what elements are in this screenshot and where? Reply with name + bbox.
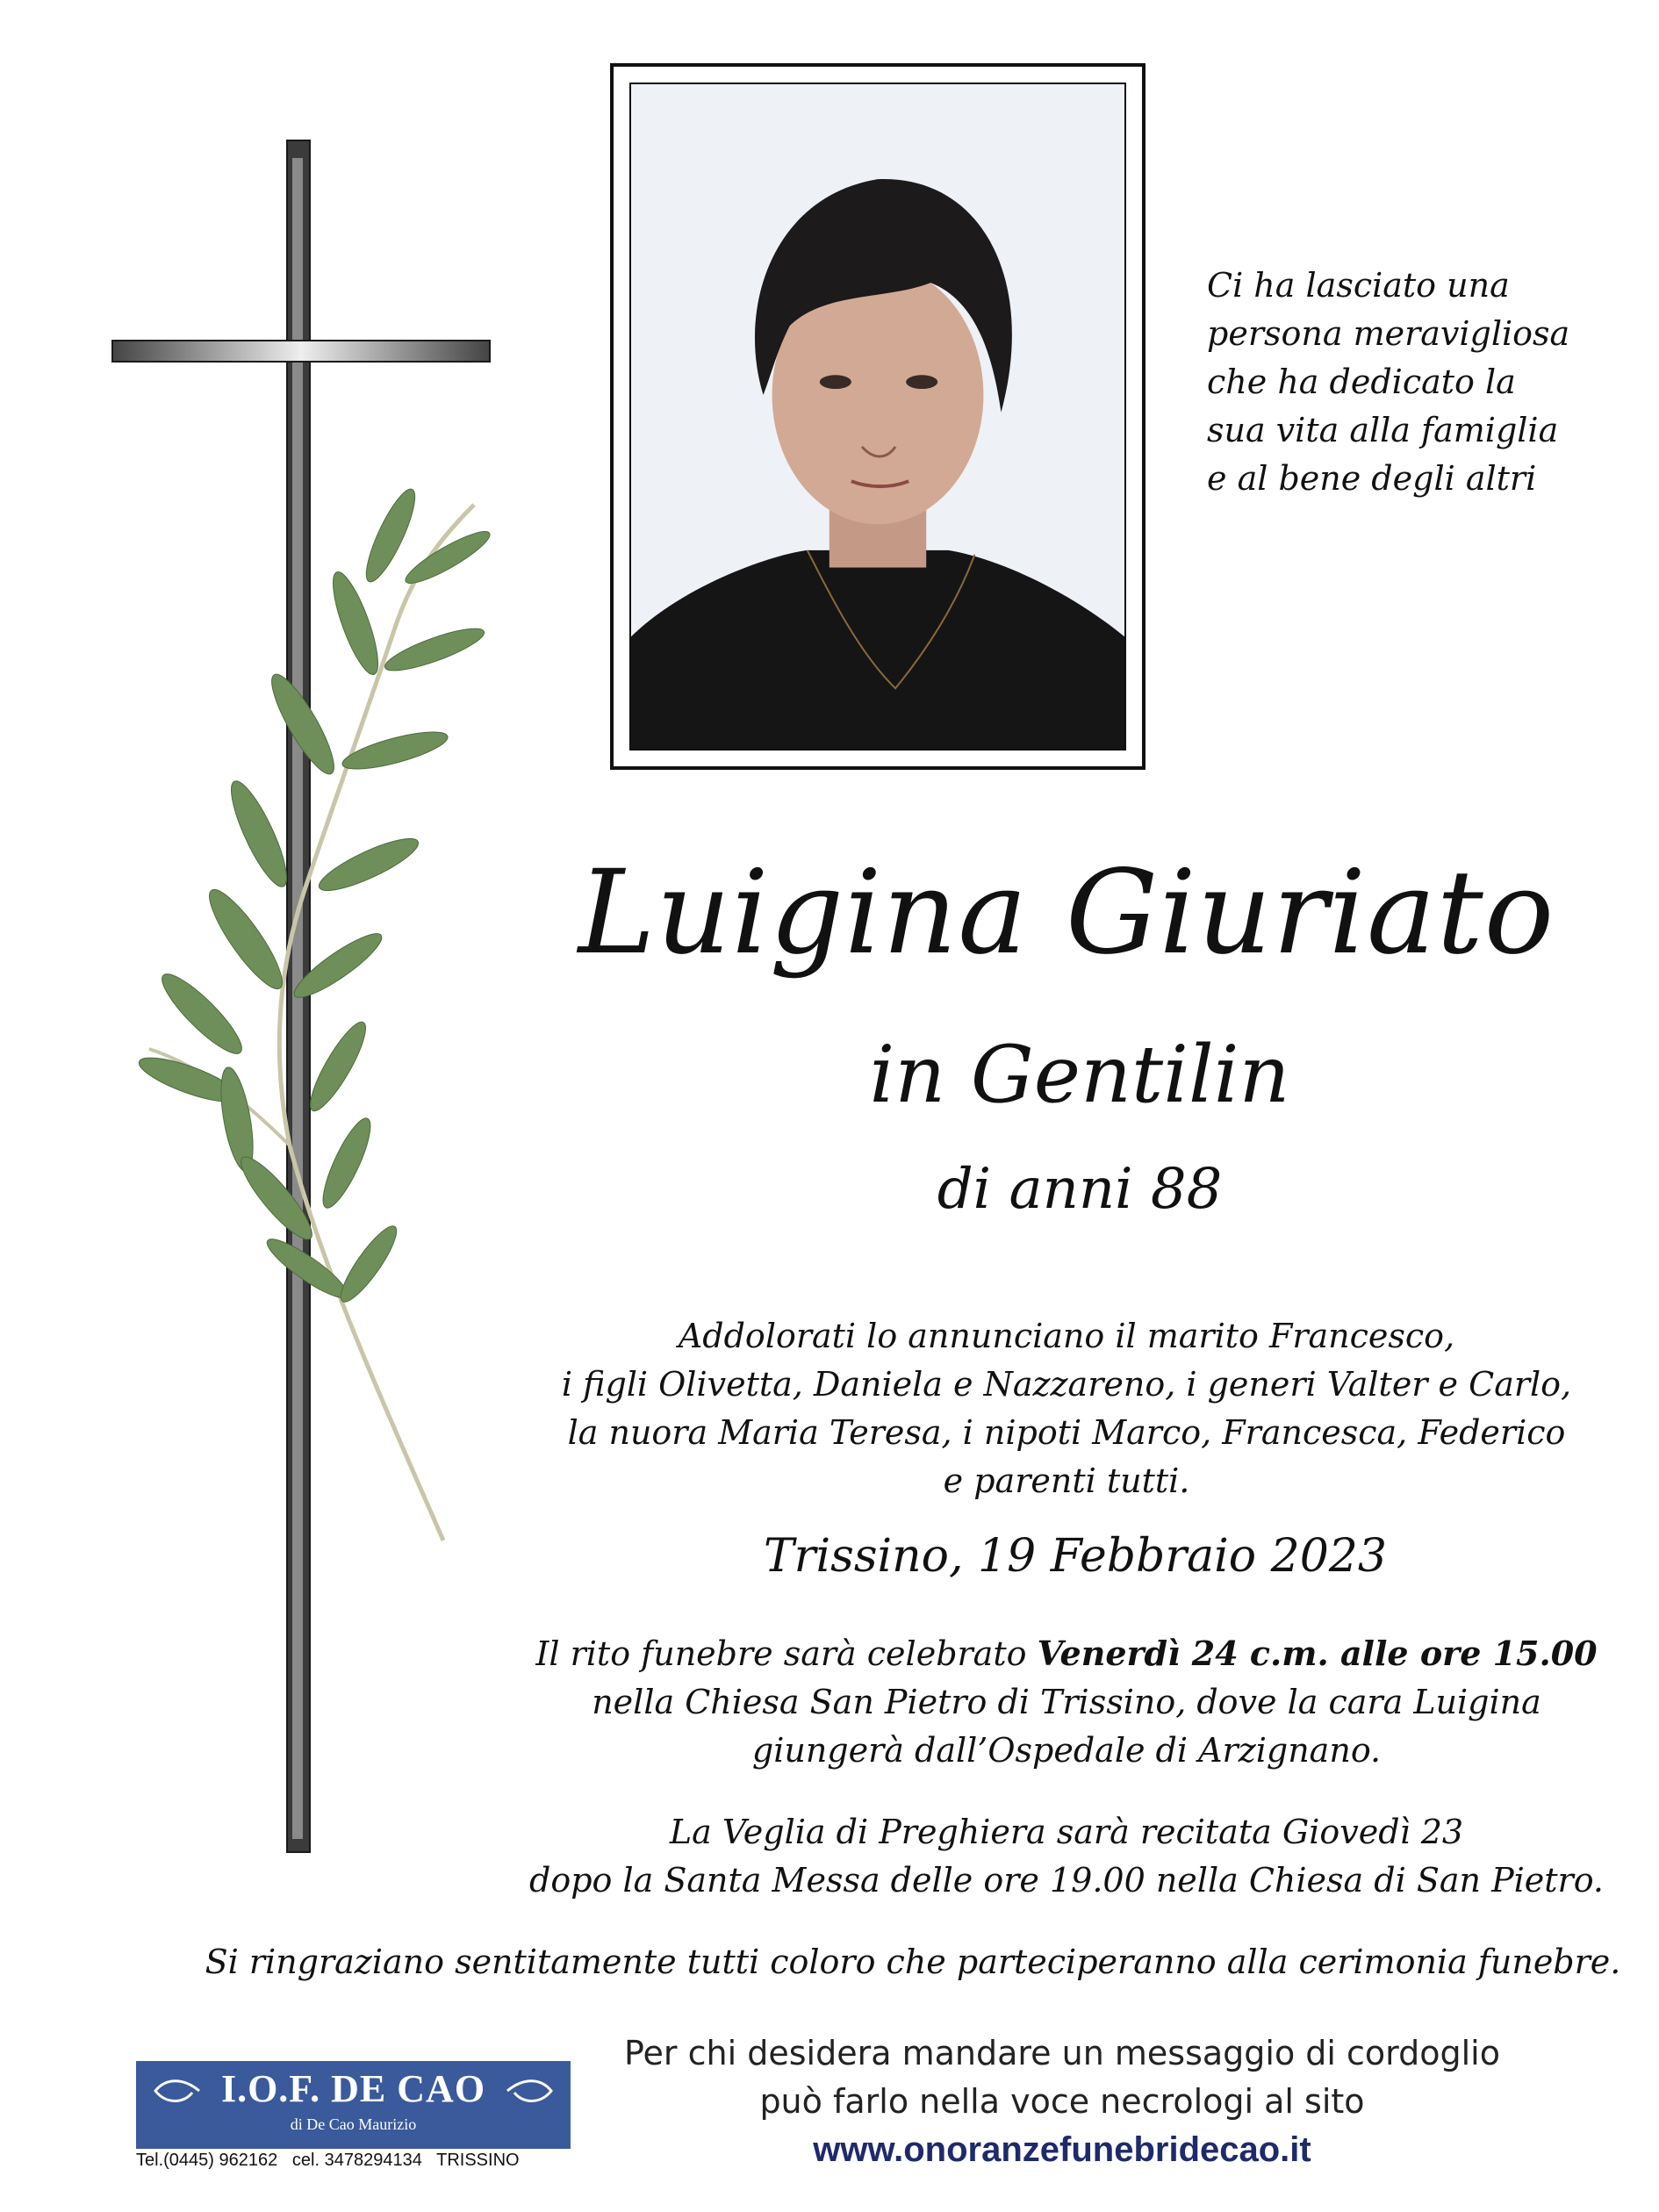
quote-line: e al bene degli altri [1207, 459, 1537, 498]
vigil-info [492, 1808, 1641, 1905]
place-date: Trissino, 19 Febbraio 2023 [764, 1530, 1387, 1583]
vigil-line-1: La Veglia di Preghiera sarà recitata Giovedì 23 [669, 1813, 1464, 1851]
ornament-right-icon [506, 2073, 558, 2108]
photo-frame [610, 63, 1146, 770]
deceased-name: Luigina Giuriato [578, 845, 1555, 980]
deceased-age: di anni 88 [937, 1157, 1223, 1222]
condolence-line-1: Per chi desidera mandare un messaggio di cordoglio [623, 2034, 1500, 2072]
website-link[interactable]: www.onoranzefunebridecao.it [813, 2130, 1311, 2169]
announcement-line: i figli Olivetta, Daniela e Nazzareno, i generi Valter e Carlo, [561, 1365, 1572, 1404]
announcement-line: la nuora Maria Teresa, i nipoti Marco, Francesca, Federico [567, 1413, 1566, 1452]
rite-datetime: Venerdì 24 c.m. alle ore 15.00 [1037, 1634, 1598, 1673]
rite-line-1 [492, 1629, 1641, 1678]
memorial-quote [1207, 262, 1628, 503]
announcement-line: Addolorati lo annunciano il marito Francesco, [678, 1317, 1455, 1355]
logo-subtitle: di De Cao Maurizio [290, 2115, 417, 2133]
funeral-home-logo [136, 2061, 571, 2149]
funeral-home-contacts: Tel.(0445) 962162 cel. 3478294134 TRISSINO [136, 2151, 520, 2170]
photo-inner-border [629, 83, 1126, 750]
olive-branch-icon [134, 485, 494, 1540]
portrait-photo [631, 84, 1124, 749]
married-name: in Gentilin [869, 1029, 1290, 1121]
condolence-line-2: può farlo nella voce necrologi al sito [759, 2082, 1365, 2121]
funeral-rite-info [492, 1629, 1641, 1775]
quote-line: persona meravigliosa [1207, 314, 1570, 353]
rite-line-3: giungerà dall’Ospedale di Arzignano. [751, 1731, 1382, 1770]
rite-line-2: nella Chiesa San Pietro di Trissino, dove la cara Luigina [592, 1683, 1541, 1721]
logo-title: I.O.F. DE CAO [220, 2067, 486, 2110]
vigil-line-2: dopo la Santa Messa delle ore 19.00 nella Chiesa di San Pietro. [529, 1861, 1604, 1900]
cross-with-olive-branch [105, 136, 500, 1856]
condolence-info [579, 2029, 1545, 2174]
thanks-note: Si ringraziano sentitamente tutti coloro che parteciperanno alla cerimonia funebre. [205, 1943, 1621, 1981]
quote-line: che ha dedicato la [1207, 363, 1516, 401]
quote-line: sua vita alla famiglia [1207, 411, 1559, 449]
quote-line: Ci ha lasciato una [1207, 266, 1510, 305]
rite-prefix: Il rito funebre sarà celebrato [535, 1634, 1038, 1673]
announcement-line: e parenti tutti. [943, 1462, 1190, 1500]
announcement [492, 1312, 1641, 1505]
